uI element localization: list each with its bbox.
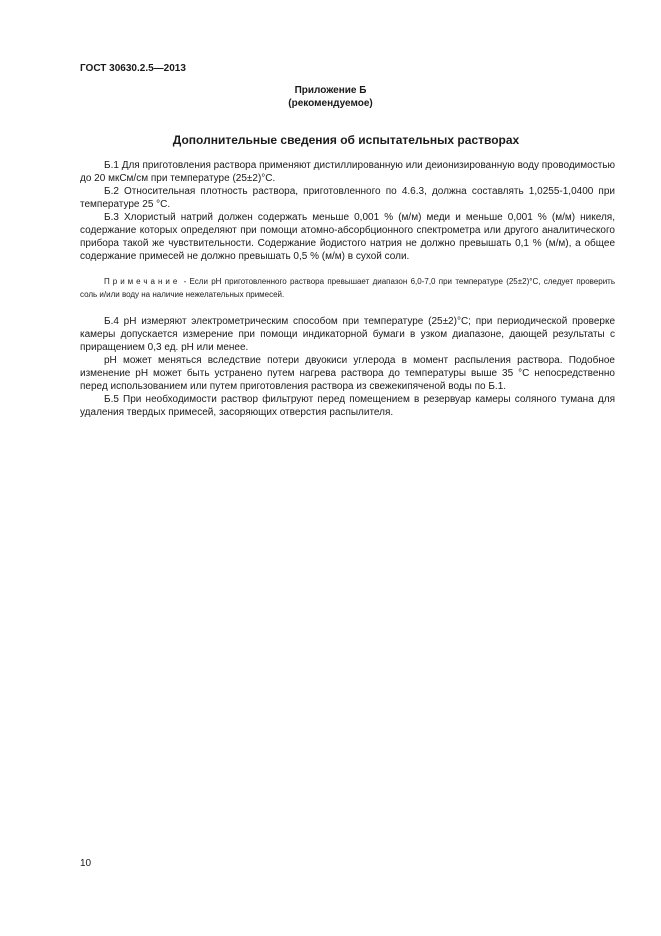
document-code: ГОСТ 30630.2.5—2013 [80,63,186,74]
section-title: Дополнительные сведения об испытательных растворах [172,133,520,147]
annex-heading [0,84,661,110]
paragraph-b1: Б.1 Для приготовления раствора применяют дистиллированную или деионизированную воду проводимостью до 20 мкСм/см при температуре (25±2)°С. [80,160,615,184]
paragraph-b4: Б.4 рН измеряют электрометрическим способом при температуре (25±2)°С; при периодической проверке камеры допускается измерение при помощи индикаторной бумаги в узком диапазоне, дающей результаты с приращением 0,3 ед. рН или менее. [80,316,615,353]
paragraph-b3: Б.3 Хлористый натрий должен содержать меньше 0,001 % (м/м) меди и меньше 0,001 % (м/м) никеля, содержание которых определяют при помощи атомно-абсорбционного спектрометра или другого аналитического прибора такой же чувствительности. Содержание йодистого натрия не должно превышать 0,1 % (м/м), а общее содержание примесей не должно превышать 0,5 % (м/м) в сухой соли. [80,212,615,262]
note-label: Примечание [104,277,181,286]
note-paragraph [80,275,615,301]
page-number: 10 [80,858,92,869]
annex-title: Приложение Б [294,85,367,96]
document-body [80,159,615,419]
paragraph-ph-change: рН может меняться вследствие потери двуокиси углерода в момент распыления раствора. Подобное изменение рН может быть устранено путем нагрева раствора до температуры выше 35 °С непосредственно перед использованием или путем приготовления раствора из свежекипяченой воды по Б.1. [80,355,615,392]
paragraph-b5: Б.5 При необходимости раствор фильтруют перед помещением в резервуар камеры соляного тумана для удаления твердых примесей, засоряющих отверстия распылителя. [80,394,615,418]
annex-subtitle: (рекомендуемое) [288,98,373,109]
note-text: - Если рН приготовленного раствора превышает диапазон 6,0-7,0 при температуре (25±2)°С, следует проверить соль и/или воду на наличие нежелательных примесей. [80,277,615,299]
paragraph-b2: Б.2 Относительная плотность раствора, приготовленного по 4.6.3, должна составлять 1,0255-1,0400 при температуре 25 °С. [80,186,615,210]
